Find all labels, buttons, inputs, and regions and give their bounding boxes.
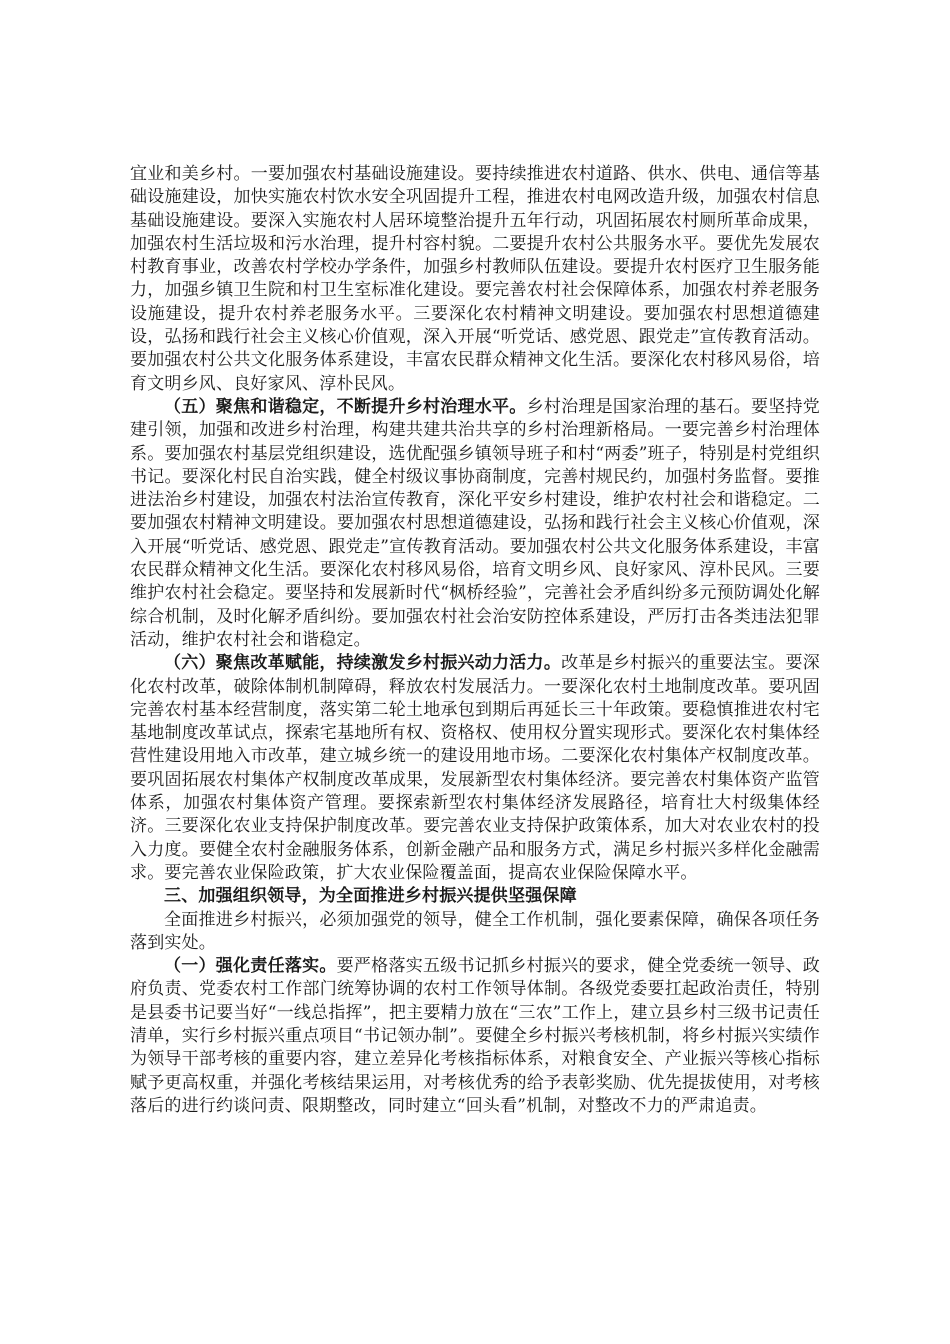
paragraph-text: 改革是乡村振兴的重要法宝。要深化农村改革，破除体制机制障碍，释放农村发展活力。一要深化农村土地制度改革。要巩固完善农村基本经营制度，落实第二轮土地承包到期后再延长三十年政策。要稳慎推进农村宅基地制度改革试点，探索宅基地所有权、资格权、使用权分置实现形式。要深化农村集体经营性建设用地入市改革，建立城乡统一的建设用地市场。二要深化农村集体产权制度改革。要巩固拓展农村集体产权制度改革成果，发展新型农村集体经济。要完善农村集体资产监管体系，加强农村集体资产管理。要探索新型农村集体经济发展路径，培育壮大村级集体经济。三要深化农业支持保护制度改革。要完善农业支持保护政策体系，加大对农业农村的投入力度。要健全农村金融服务体系，创新金融产品和服务方式，满足乡村振兴多样化金融需求。要完善农业保险政策，扩大农业保险覆盖面，提高农业保险保障水平。 — [130, 653, 820, 883]
paragraph-lead: （一）强化责任落实。 — [164, 956, 337, 977]
paragraph-text: 全面推进乡村振兴，必须加强党的领导，健全工作机制，强化要素保障，确保各项任务落到实处。 — [130, 909, 820, 953]
paragraph-lead: （五）聚焦和谐稳定，不断提升乡村治理水平。 — [164, 396, 527, 417]
paragraph-item-one — [130, 955, 820, 1118]
paragraph-lead: （六）聚焦改革赋能，持续激发乡村振兴动力活力。 — [164, 653, 562, 674]
paragraph-section-intro — [130, 909, 820, 956]
document-page — [130, 163, 820, 1118]
paragraph-continuation — [130, 163, 820, 396]
paragraph-text: 乡村治理是国家治理的基石。要坚持党建引领，加强和改进乡村治理，构建共建共治共享的乡村治理新格局。一要完善乡村治理体系。要加强农村基层党组织建设，选优配强乡镇领导班子和村“两委”班子，特别是村党组织书记。要深化村民自治实践，健全村级议事协商制度，完善村规民约，加强村务监督。要推进法治乡村建设，加强农村法治宣传教育，深化平安乡村建设，维护农村社会和谐稳定。二要加强农村精神文明建设。要加强农村思想道德建设，弘扬和践行社会主义核心价值观，深入开展“听党话、感党恩、跟党走”宣传教育活动。要加强农村公共文化服务体系建设，丰富农民群众精神文化生活。要深化农村移风易俗，培育文明乡风、良好家风、淳朴民风。三要维护农村社会稳定。要坚持和发展新时代“枫桥经验”，完善社会矛盾纠纷多元预防调处化解综合机制，及时化解矛盾纠纷。要加强农村社会治安防控体系建设，严厉打击各类违法犯罪活动，维护农村社会和谐稳定。 — [130, 396, 820, 650]
section-heading-three: 三、加强组织领导，为全面推进乡村振兴提供坚强保障 — [164, 886, 577, 907]
paragraph-item-five — [130, 396, 820, 652]
paragraph-item-six — [130, 652, 820, 885]
paragraph-text: 要严格落实五级书记抓乡村振兴的要求，健全党委统一领导、政府负责、党委农村工作部门统筹协调的农村工作领导体制。各级党委要扛起政治责任，特别是县委书记要当好“一线总指挥”，把主要精力放在“三农”工作上，建立县乡村三级书记责任清单，实行乡村振兴重点项目“书记领办制”。要健全乡村振兴考核机制，将乡村振兴实绩作为领导干部考核的重要内容，建立差异化考核指标体系，对粮食安全、产业振兴等核心指标赋予更高权重，并强化考核结果运用，对考核优秀的给予表彰奖励、优先提拔使用，对考核落后的进行约谈问责、限期整改，同时建立“回头看”机制，对整改不力的严肃追责。 — [130, 956, 820, 1116]
paragraph-text: 宜业和美乡村。一要加强农村基础设施建设。要持续推进农村道路、供水、供电、通信等基础设施建设，加快实施农村饮水安全巩固提升工程，推进农村电网改造升级，加强农村信息基础设施建设。要深入实施农村人居环境整治提升五年行动，巩固拓展农村厕所革命成果，加强农村生活垃圾和污水治理，提升村容村貌。二要提升农村公共服务水平。要优先发展农村教育事业，改善农村学校办学条件，加强乡村教师队伍建设。要提升农村医疗卫生服务能力，加强乡镇卫生院和村卫生室标准化建设。要完善农村社会保障体系，加强农村养老服务设施建设，提升农村养老服务水平。三要深化农村精神文明建设。要加强农村思想道德建设，弘扬和践行社会主义核心价值观，深入开展“听党话、感党恩、跟党走”宣传教育活动。要加强农村公共文化服务体系建设，丰富农民群众精神文化生活。要深化农村移风易俗，培育文明乡风、良好家风、淳朴民风。 — [130, 164, 820, 394]
